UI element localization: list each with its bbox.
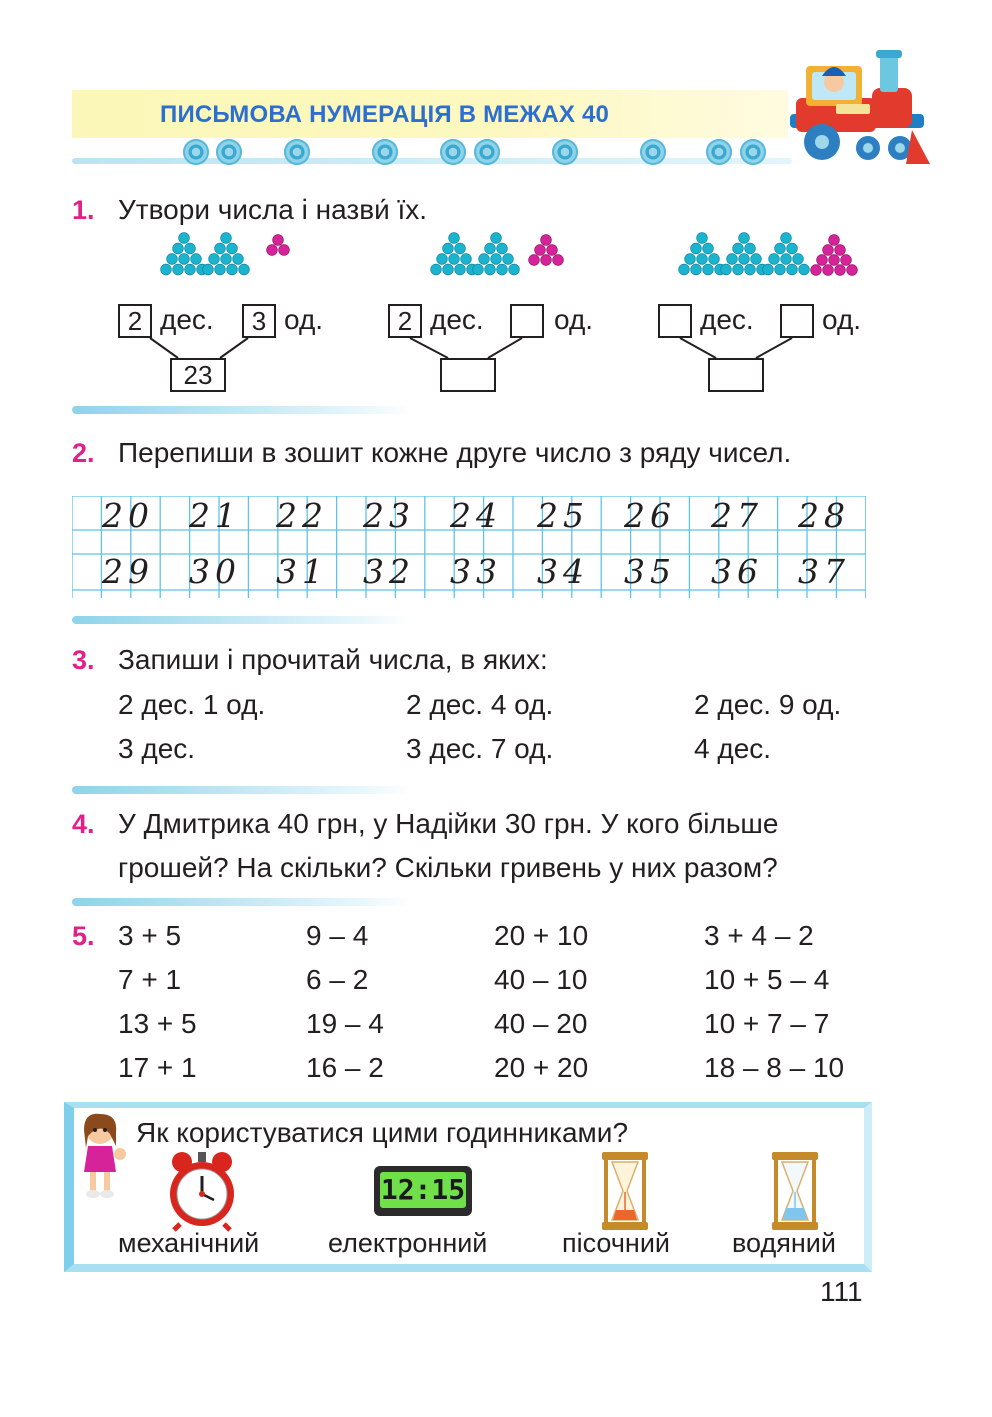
task2-text: Перепиши в зошит кожне друге число з ряду чисел.	[118, 437, 792, 468]
units-label-1: од.	[284, 304, 324, 335]
task3-text: Запиши і прочитай числа, в яких:	[118, 644, 548, 675]
tens-box-1[interactable]: 2	[118, 304, 152, 338]
task3-item-1: 2 дес. 1 од.	[118, 689, 266, 720]
digital-clock-icon	[374, 1166, 472, 1216]
expression: 17 + 1	[118, 1052, 197, 1083]
girl-icon	[74, 1112, 130, 1200]
task3-item-5: 3 дес. 7 од.	[406, 733, 554, 764]
expression: 3 + 5	[118, 920, 182, 951]
expression: 20 + 20	[494, 1052, 589, 1083]
task3-item-6: 4 дес.	[694, 733, 772, 764]
expression: 19 – 4	[306, 1008, 384, 1039]
total-box-1[interactable]: 23	[170, 358, 226, 392]
task4-line-1: У Дмитрика 40 грн, у Надійки 30 грн. У кого більше	[118, 808, 779, 839]
units-box-1[interactable]: 3	[242, 304, 276, 338]
tens-box-2[interactable]: 2	[388, 304, 422, 338]
handwritten-number: 36	[711, 552, 763, 591]
task2-number: 2.	[72, 438, 95, 468]
page-title: ПИСЬМОВА НУМЕРАЦІЯ В МЕЖАХ 40	[160, 101, 610, 128]
handwritten-number: 32	[363, 552, 415, 591]
expression: 6 – 2	[306, 964, 369, 995]
handwritten-number: 23	[363, 496, 415, 535]
handwritten-number: 20	[102, 496, 154, 535]
handwritten-number: 34	[537, 552, 589, 591]
handwritten-number: 26	[624, 496, 676, 535]
task3-number: 3.	[72, 645, 95, 675]
page-number: 111	[820, 1276, 863, 1307]
units-label-3: од.	[822, 304, 862, 335]
task5-number: 5.	[72, 921, 95, 951]
tens-label-1: дес.	[160, 304, 214, 335]
hourglass-icon	[600, 1150, 650, 1232]
separator-2	[72, 616, 412, 624]
expression: 7 + 1	[118, 964, 182, 995]
tens-label-3: дес.	[700, 304, 754, 335]
task4-number: 4.	[72, 809, 95, 839]
separator-1	[72, 406, 412, 414]
digital-clock-display: 12:15	[380, 1173, 466, 1206]
task3-item-2: 2 дес. 4 од.	[406, 689, 554, 720]
label-sand: пісочний	[562, 1228, 670, 1258]
handwritten-number: 22	[276, 496, 328, 535]
handwritten-number: 28	[798, 496, 850, 535]
handwritten-number: 33	[450, 552, 502, 591]
expression: 10 + 5 – 4	[704, 964, 830, 995]
expression: 13 + 5	[118, 1008, 197, 1039]
separator-3	[72, 786, 412, 794]
handwritten-rows	[72, 496, 866, 598]
handwritten-number: 24	[450, 496, 502, 535]
task1-text: Утвори числа і назви́ їх.	[118, 194, 428, 225]
handwritten-number: 27	[711, 496, 763, 535]
units-label-2: од.	[554, 304, 594, 335]
expression: 10 + 7 – 7	[704, 1008, 830, 1039]
task3-item-3: 2 дес. 9 од.	[694, 689, 842, 720]
task4-line-2: грошей? На скільки? Скільки гривень у них разом?	[118, 852, 778, 883]
expression: 16 – 2	[306, 1052, 384, 1083]
expression: 40 – 20	[494, 1008, 588, 1039]
separator-4	[72, 898, 412, 906]
label-mechanical: механічний	[118, 1228, 260, 1258]
expression: 40 – 10	[494, 964, 588, 995]
handwritten-number: 21	[189, 496, 241, 535]
label-electronic: електронний	[328, 1228, 488, 1258]
label-water: водяний	[732, 1228, 836, 1258]
water-clock-icon	[770, 1150, 820, 1232]
expression: 20 + 10	[494, 920, 589, 951]
task3-item-4: 3 дес.	[118, 733, 196, 764]
alarm-clock-icon	[166, 1150, 238, 1232]
handwritten-number: 30	[189, 552, 241, 591]
expression: 9 – 4	[306, 920, 369, 951]
handwritten-number: 35	[624, 552, 676, 591]
handwritten-number: 25	[537, 496, 589, 535]
task1-number: 1.	[72, 195, 95, 225]
clocks-question: Як користуватися цими годинниками?	[136, 1117, 629, 1148]
handwritten-number: 29	[102, 552, 154, 591]
tens-label-2: дес.	[430, 304, 484, 335]
expression: 3 + 4 – 2	[704, 920, 814, 951]
handwritten-number: 31	[276, 552, 328, 591]
connector-lines	[0, 0, 992, 400]
handwritten-number: 37	[798, 552, 850, 591]
expression: 18 – 8 – 10	[704, 1052, 845, 1083]
